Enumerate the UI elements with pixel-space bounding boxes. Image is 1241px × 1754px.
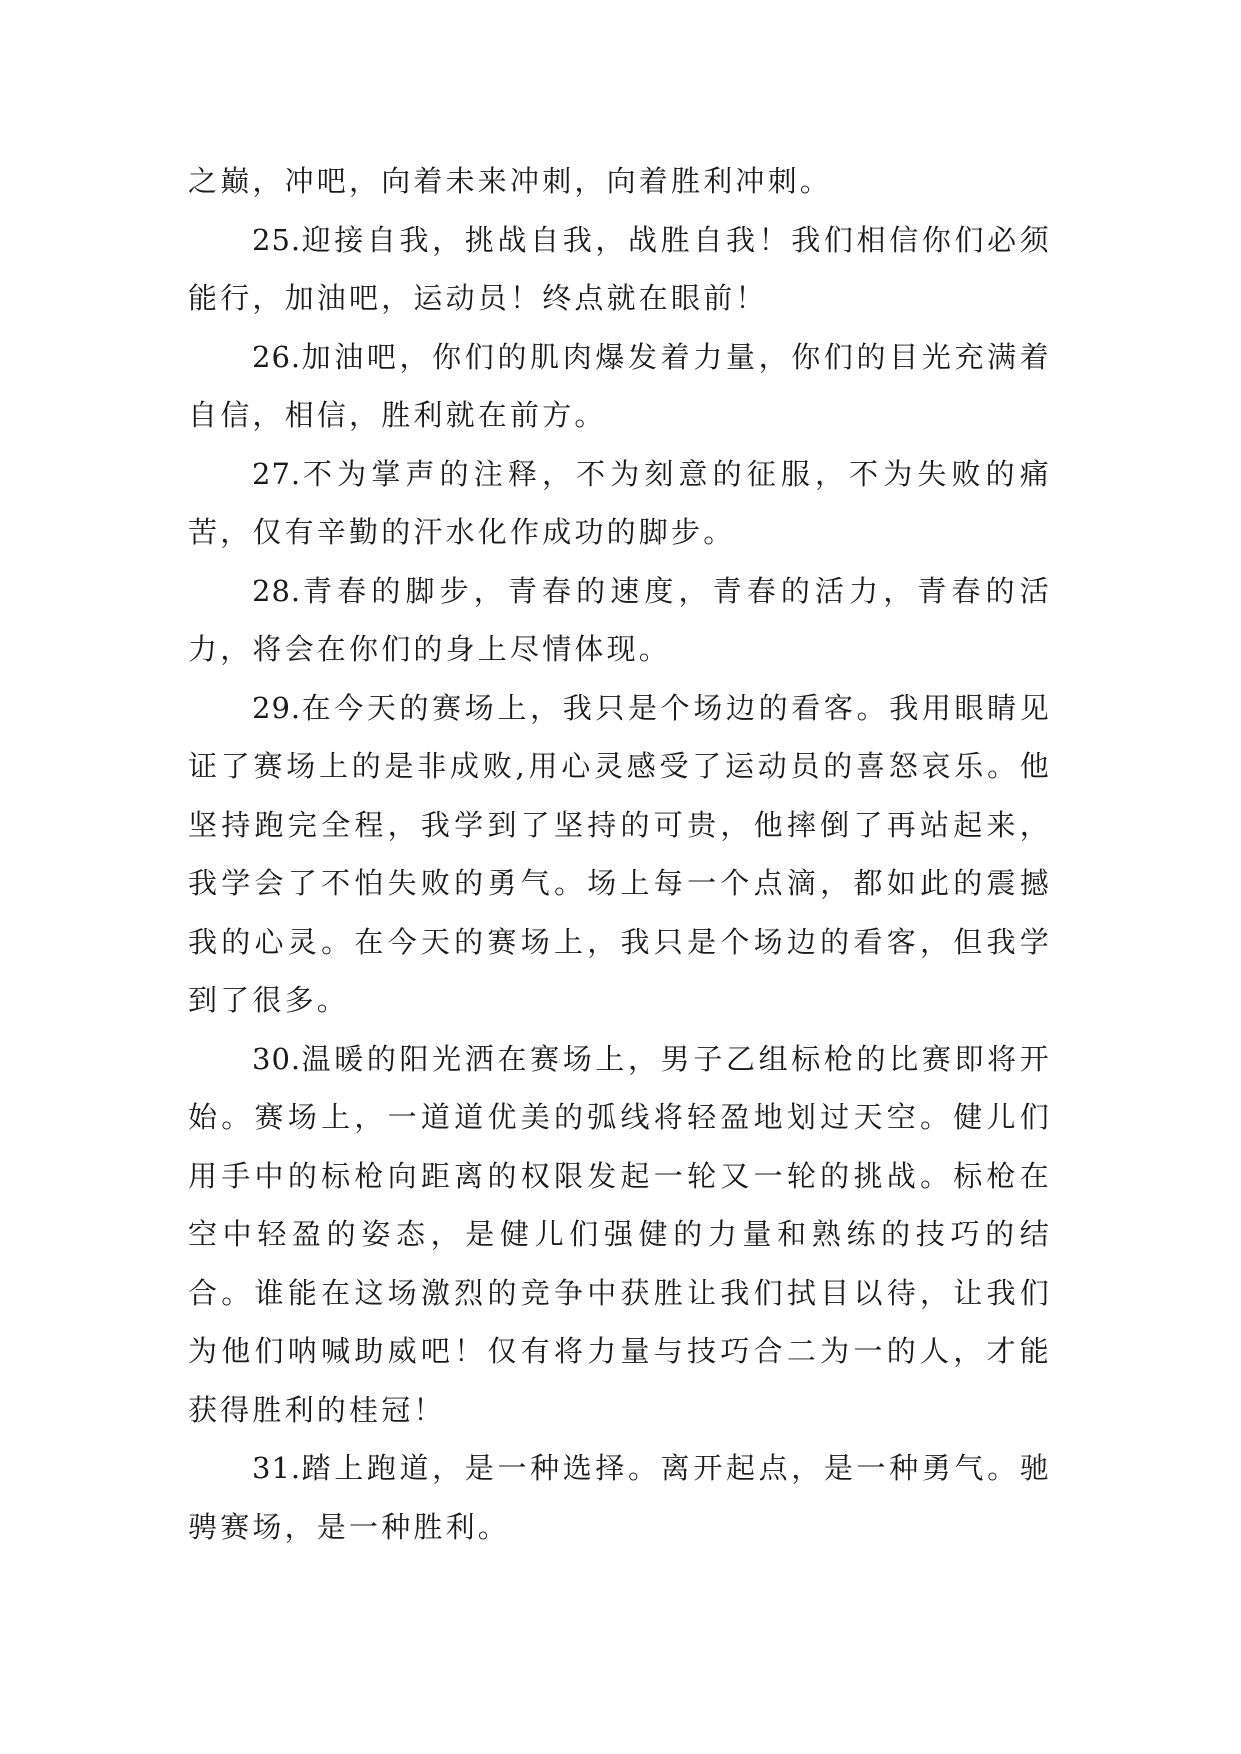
paragraph-number: 28. xyxy=(252,573,302,608)
paragraph-text: 迎接自我，挑战自我，战胜自我！我们相信你们必须能行，加油吧，运动员！终点就在眼前！ xyxy=(188,222,1052,315)
paragraph-text: 不为掌声的注释，不为刻意的征服，不为失败的痛苦，仅有辛勤的汗水化作成功的脚步。 xyxy=(188,456,1052,549)
document-body xyxy=(188,152,1052,1556)
paragraph-29 xyxy=(188,679,1052,1030)
paragraph-number: 31. xyxy=(252,1451,302,1485)
paragraph-26 xyxy=(188,328,1052,445)
paragraph-text: 加油吧，你们的肌肉爆发着力量，你们的目光充满着自信，相信，胜利就在前方。 xyxy=(188,339,1052,432)
paragraph-text: 之巅，冲吧，向着未来冲刺，向着胜利冲刺。 xyxy=(188,164,833,198)
paragraph-continued xyxy=(188,152,1052,211)
paragraph-28 xyxy=(188,562,1052,679)
paragraph-27 xyxy=(188,445,1052,562)
paragraph-number: 29. xyxy=(252,690,302,725)
paragraph-number: 30. xyxy=(252,1041,302,1076)
paragraph-text: 在今天的赛场上，我只是个场边的看客。我用眼睛见证了赛场上的是非成败,用心灵感受了运动员的喜怒哀乐。他坚持跑完全程，我学到了坚持的可贵，他摔倒了再站起来，我学会了不怕失败的勇气。场上每一个点滴，都如此的震撼我的心灵。在今天的赛场上，我只是个场边的看客，但我学到了很多。 xyxy=(188,690,1052,1017)
paragraph-number: 26. xyxy=(252,339,302,374)
paragraph-number: 25. xyxy=(252,222,302,257)
paragraph-number: 27. xyxy=(252,456,302,491)
paragraph-text: 青春的脚步，青春的速度，青春的活力，青春的活力，将会在你们的身上尽情体现。 xyxy=(188,573,1052,666)
paragraph-31 xyxy=(188,1439,1052,1556)
paragraph-30 xyxy=(188,1030,1052,1440)
paragraph-25 xyxy=(188,211,1052,328)
paragraph-text: 温暖的阳光洒在赛场上，男子乙组标枪的比赛即将开始。赛场上，一道道优美的弧线将轻盈地划过天空。健儿们用手中的标枪向距离的权限发起一轮又一轮的挑战。标枪在空中轻盈的姿态，是健儿们强健的力量和熟练的技巧的结合。谁能在这场激烈的竞争中获胜让我们拭目以待，让我们为他们呐喊助威吧！仅有将力量与技巧合二为一的人，才能获得胜利的桂冠！ xyxy=(188,1041,1052,1427)
paragraph-text: 踏上跑道，是一种选择。离开起点，是一种勇气。驰骋赛场，是一种胜利。 xyxy=(188,1451,1052,1544)
